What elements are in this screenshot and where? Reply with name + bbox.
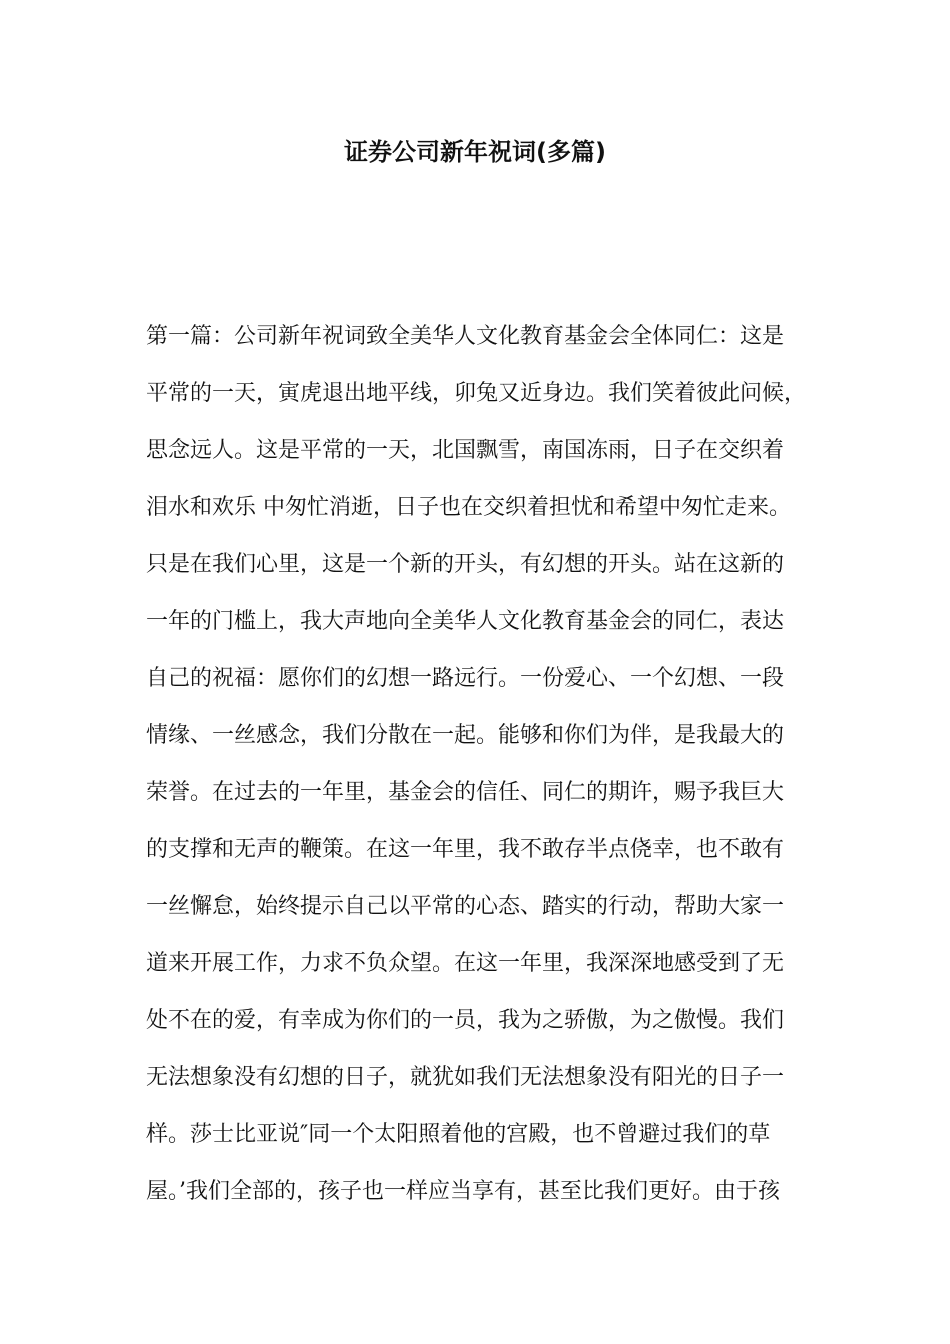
body-line: 情缘、一丝感念，我们分散在一起。能够和你们为伴，是我最大的 [146,723,785,748]
body-line: 一丝懈怠，始终提示自己以平常的心态、踏实的行动，帮助大家一 [146,894,785,919]
body-line: 自己的祝福：愿你们的幻想一路远行。一份爱心、一个幻想、一段 [146,666,785,691]
body-line: 第一篇：公司新年祝词致全美华人文化教育基金会全体同仁：这是 [146,324,785,349]
body-line: 平常的一天，寅虎退出地平线，卯兔又近身边。我们笑着彼此问候， [146,381,807,406]
body-line: 道来开展工作，力求不负众望。在这一年里，我深深地感受到了无 [146,951,785,976]
document-title: 证券公司新年祝词(多篇) [344,138,606,166]
body-line: 的支撑和无声的鞭策。在这一年里，我不敢存半点侥幸，也不敢有 [146,837,785,862]
body-line: 样。莎士比亚说″同一个太阳照着他的宫殿，也不曾避过我们的草 [146,1122,771,1147]
body-line: 屋。’我们全部的，孩子也一样应当享有，甚至比我们更好。由于孩 [146,1179,780,1204]
body-line: 泪水和欢乐 中匆忙消逝，日子也在交织着担忧和希望中匆忙走来。 [146,495,791,520]
document-body [146,315,826,1227]
body-line: 一年的门槛上，我大声地向全美华人文化教育基金会的同仁，表达 [146,609,785,634]
body-line: 荣誉。在过去的一年里，基金会的信任、同仁的期许，赐予我巨大 [146,780,785,805]
body-line: 只是在我们心里，这是一个新的开头，有幻想的开头。站在这新的 [146,552,785,577]
body-line: 思念远人。这是平常的一天，北国飘雪，南国冻雨，日子在交织着 [146,438,785,463]
body-line: 处不在的爱，有幸成为你们的一员，我为之骄傲，为之傲慢。我们 [146,1008,785,1033]
body-line: 无法想象没有幻想的日子，就犹如我们无法想象没有阳光的日子一 [146,1065,785,1090]
